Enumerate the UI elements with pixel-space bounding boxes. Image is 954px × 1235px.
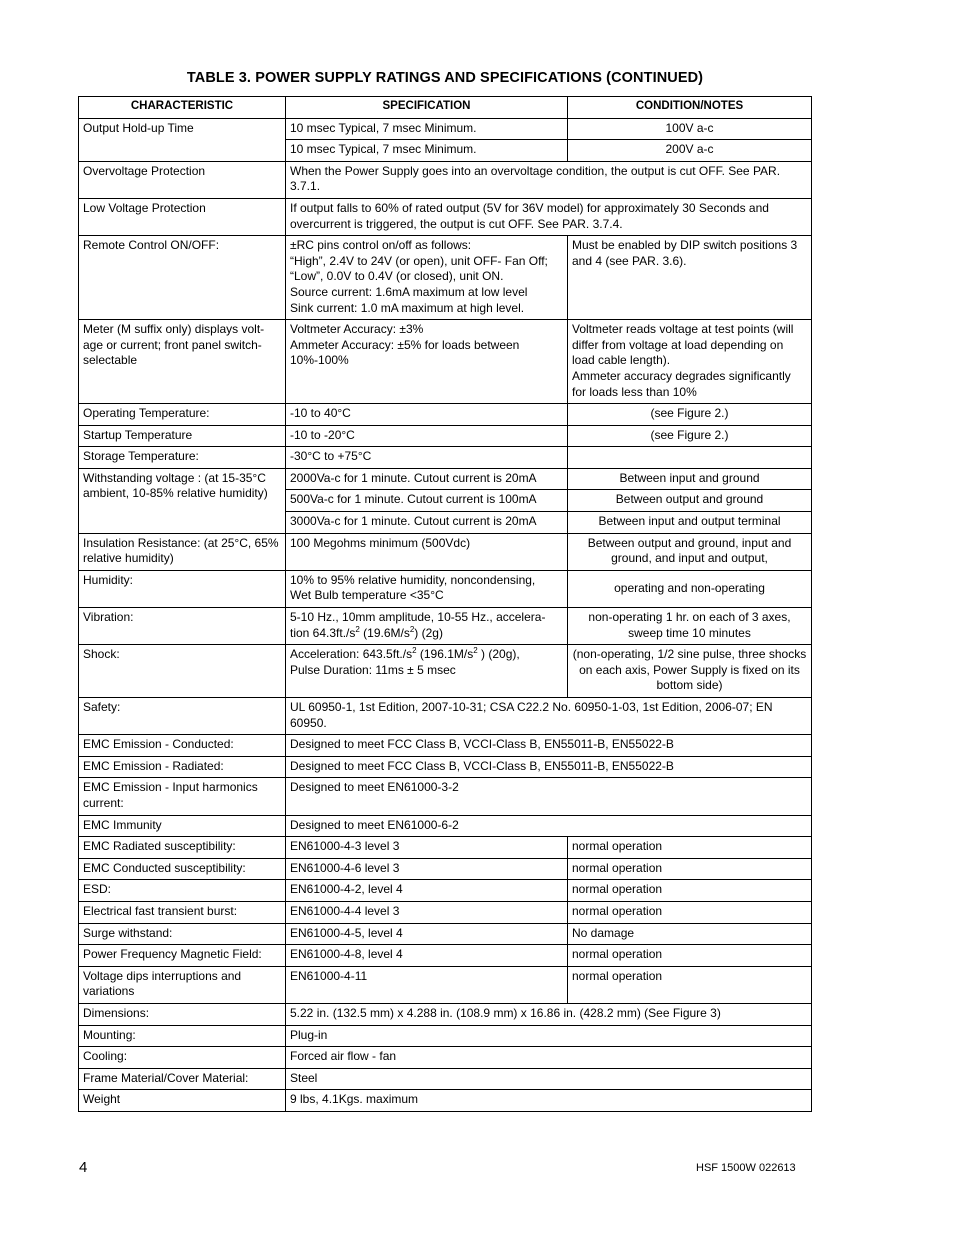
superscript: 2: [409, 624, 415, 634]
table-row: [79, 236, 812, 320]
specification-cell: 9 lbs, 4.1Kgs. maximum: [286, 1090, 812, 1112]
notes-cell: operating and non-operating: [568, 570, 812, 607]
shock-spec-text: Pulse Duration: 11ms ± 5 msec: [290, 662, 456, 677]
characteristic-cell: EMC Emission - Radiated:: [79, 756, 286, 778]
specification-cell: Forced air flow - fan: [286, 1047, 812, 1069]
characteristic-cell: Shock:: [79, 645, 286, 698]
notes-cell: Voltmeter reads voltage at test points (will differ from voltage at load depending on load cable length). Ammeter accuracy degrades significantly for loads less than 10%: [568, 320, 812, 404]
specification-cell: EN61000-4-8, level 4: [286, 945, 568, 967]
specification-cell: Plug-in: [286, 1025, 812, 1047]
characteristic-cell: Power Frequency Magnetic Field:: [79, 945, 286, 967]
table-row: [79, 447, 812, 469]
notes-cell: Between input and output terminal: [568, 512, 812, 534]
specification-cell: When the Power Supply goes into an overvoltage condition, the output is cut OFF. See PAR. 3.7.1.: [286, 161, 812, 198]
table-row: [79, 404, 812, 426]
notes-cell: [568, 447, 812, 469]
specification-cell: [286, 608, 568, 645]
table-row: [79, 1047, 812, 1069]
table-row: [79, 756, 812, 778]
table-row: [79, 966, 812, 1003]
specifications-table: [78, 96, 812, 1112]
specification-cell: 3000Va-c for 1 minute. Cutout current is 20mA: [286, 512, 568, 534]
vibration-spec-text: ) (2g): [414, 625, 443, 640]
specification-cell: 5.22 in. (132.5 mm) x 4.288 in. (108.9 mm) x 16.86 in. (428.2 mm) (See Figure 3): [286, 1003, 812, 1025]
shock-spec-text: (196.1M/s: [416, 647, 474, 662]
table-title: TABLE 3. POWER SUPPLY RATINGS AND SPECIFICATIONS (CONTINUED): [186, 70, 704, 86]
vibration-spec-text: (19.6M/s: [359, 625, 410, 640]
characteristic-cell: Surge withstand:: [79, 923, 286, 945]
table-row: [79, 945, 812, 967]
table-row: [79, 468, 812, 490]
specification-cell: Voltmeter Accuracy: ±3% Ammeter Accuracy: ±5% for loads between 10%-100%: [286, 320, 568, 404]
superscript: 2: [412, 646, 417, 656]
table-row: [79, 570, 812, 607]
notes-cell: normal operation: [568, 945, 812, 967]
notes-cell: normal operation: [568, 880, 812, 902]
notes-cell: normal operation: [568, 837, 812, 859]
table-row: [79, 1003, 812, 1025]
specification-cell: EN61000-4-4 level 3: [286, 901, 568, 923]
specification-cell: Steel: [286, 1068, 812, 1090]
superscript: 2: [355, 624, 360, 634]
table-row: [79, 161, 812, 198]
characteristic-cell: EMC Conducted susceptibility:: [79, 858, 286, 880]
header-condition-notes: CONDITION/NOTES: [568, 97, 812, 119]
characteristic-cell: Dimensions:: [79, 1003, 286, 1025]
characteristic-cell: Voltage dips interruptions and variations: [79, 966, 286, 1003]
table-row: [79, 778, 812, 815]
characteristic-cell: Overvoltage Protection: [79, 161, 286, 198]
table-row: [79, 1068, 812, 1090]
characteristic-cell: Withstanding voltage : (at 15-35°C ambient, 10-85% relative humidity): [79, 468, 286, 533]
page-number: 4: [79, 1159, 88, 1176]
specification-cell: -30°C to +75°C: [286, 447, 568, 469]
table-row: [79, 645, 812, 698]
notes-cell: 100V a-c: [568, 118, 812, 140]
header-characteristic: CHARACTERISTIC: [79, 97, 286, 119]
characteristic-cell: Insulation Resistance: (at 25°C, 65% relative humidity): [79, 533, 286, 570]
specification-cell: 10% to 95% relative humidity, noncondensing, Wet Bulb temperature <35°C: [286, 570, 568, 607]
table-header-row: [79, 97, 812, 119]
characteristic-cell: Safety:: [79, 698, 286, 735]
characteristic-cell: EMC Emission - Input harmonics current:: [79, 778, 286, 815]
table-row: [79, 698, 812, 735]
notes-cell: normal operation: [568, 901, 812, 923]
characteristic-cell: EMC Immunity: [79, 815, 286, 837]
notes-cell: (non-operating, 1/2 sine pulse, three shocks on each axis, Power Supply is fixed on its bottom side): [568, 645, 812, 698]
notes-cell: Between input and ground: [568, 468, 812, 490]
notes-cell: normal operation: [568, 966, 812, 1003]
table-row: [79, 1025, 812, 1047]
table-row: [79, 880, 812, 902]
characteristic-cell: Meter (M suffix only) displays volt-age or current; front panel switch-selectable: [79, 320, 286, 404]
table-row: [79, 198, 812, 235]
specification-cell: EN61000-4-5, level 4: [286, 923, 568, 945]
specification-cell: EN61000-4-3 level 3: [286, 837, 568, 859]
characteristic-cell: Low Voltage Protection: [79, 198, 286, 235]
notes-cell: normal operation: [568, 858, 812, 880]
characteristic-cell: Humidity:: [79, 570, 286, 607]
table-row: [79, 923, 812, 945]
table-row: [79, 901, 812, 923]
specification-cell: ±RC pins control on/off as follows: “High”, 2.4V to 24V (or open), unit OFF- Fan Off; “Low”, 0.0V to 0.4V (or closed), unit ON. Source current: 1.6mA maximum at low level Sink current: 1.0 mA maximum at high level.: [286, 236, 568, 320]
specification-cell: EN61000-4-11: [286, 966, 568, 1003]
notes-cell: (see Figure 2.): [568, 425, 812, 447]
document-id: HSF 1500W 022613: [696, 1162, 796, 1174]
characteristic-cell: Frame Material/Cover Material:: [79, 1068, 286, 1090]
characteristic-cell: Remote Control ON/OFF:: [79, 236, 286, 320]
characteristic-cell: Storage Temperature:: [79, 447, 286, 469]
notes-cell: (see Figure 2.): [568, 404, 812, 426]
characteristic-cell: Vibration:: [79, 608, 286, 645]
notes-cell: Must be enabled by DIP switch positions 3 and 4 (see PAR. 3.6).: [568, 236, 812, 320]
table-row: [79, 608, 812, 645]
shock-spec-text: ) (20g),: [477, 647, 520, 662]
specification-cell: 100 Megohms minimum (500Vdc): [286, 533, 568, 570]
header-specification: SPECIFICATION: [286, 97, 568, 119]
specification-cell: 500Va-c for 1 minute. Cutout current is 100mA: [286, 490, 568, 512]
specification-cell: If output falls to 60% of rated output (5V for 36V model) for approximately 30 Seconds and overcurrent is triggered, the output is cut OFF. See PAR. 3.7.4.: [286, 198, 812, 235]
specification-cell: 10 msec Typical, 7 msec Minimum.: [286, 140, 568, 162]
characteristic-cell: Electrical fast transient burst:: [79, 901, 286, 923]
superscript: 2: [473, 646, 478, 656]
notes-cell: non-operating 1 hr. on each of 3 axes, sweep time 10 minutes: [568, 608, 812, 645]
specification-cell: -10 to 40°C: [286, 404, 568, 426]
characteristic-cell: Startup Temperature: [79, 425, 286, 447]
characteristic-cell: Operating Temperature:: [79, 404, 286, 426]
notes-cell: 200V a-c: [568, 140, 812, 162]
characteristic-cell: Weight: [79, 1090, 286, 1112]
table-row: [79, 815, 812, 837]
notes-cell: No damage: [568, 923, 812, 945]
characteristic-cell: Mounting:: [79, 1025, 286, 1047]
shock-spec-text: Acceleration: 643.5ft./s: [290, 647, 413, 662]
specification-cell: 10 msec Typical, 7 msec Minimum.: [286, 118, 568, 140]
specification-cell: EN61000-4-6 level 3: [286, 858, 568, 880]
table-row: [79, 735, 812, 757]
table-row: [79, 837, 812, 859]
table-row: [79, 118, 812, 140]
specification-cell: Designed to meet EN61000-6-2: [286, 815, 812, 837]
specification-cell: UL 60950-1, 1st Edition, 2007-10-31; CSA C22.2 No. 60950-1-03, 1st Edition, 2006-07; EN 60950.: [286, 698, 812, 735]
table-row: [79, 533, 812, 570]
specification-cell: [286, 645, 568, 698]
table-row: [79, 320, 812, 404]
characteristic-cell: EMC Emission - Conducted:: [79, 735, 286, 757]
table-row: [79, 858, 812, 880]
specification-cell: Designed to meet FCC Class B, VCCI-Class B, EN55011-B, EN55022-B: [286, 735, 812, 757]
specification-cell: Designed to meet FCC Class B, VCCI-Class B, EN55011-B, EN55022-B: [286, 756, 812, 778]
characteristic-cell: EMC Radiated susceptibility:: [79, 837, 286, 859]
specification-cell: EN61000-4-2, level 4: [286, 880, 568, 902]
specification-cell: -10 to -20°C: [286, 425, 568, 447]
table-row: [79, 425, 812, 447]
notes-cell: Between output and ground: [568, 490, 812, 512]
specification-cell: 2000Va-c for 1 minute. Cutout current is 20mA: [286, 468, 568, 490]
characteristic-cell: Cooling:: [79, 1047, 286, 1069]
specification-cell: Designed to meet EN61000-3-2: [286, 778, 812, 815]
vibration-spec-text: 5-10 Hz., 10mm amplitude, 10-55 Hz., accelera-tion 64.3ft./s: [290, 610, 546, 640]
characteristic-cell: Output Hold-up Time: [79, 118, 286, 161]
table-row: [79, 1090, 812, 1112]
characteristic-cell: ESD:: [79, 880, 286, 902]
notes-cell: Between output and ground, input and ground, and input and output,: [568, 533, 812, 570]
